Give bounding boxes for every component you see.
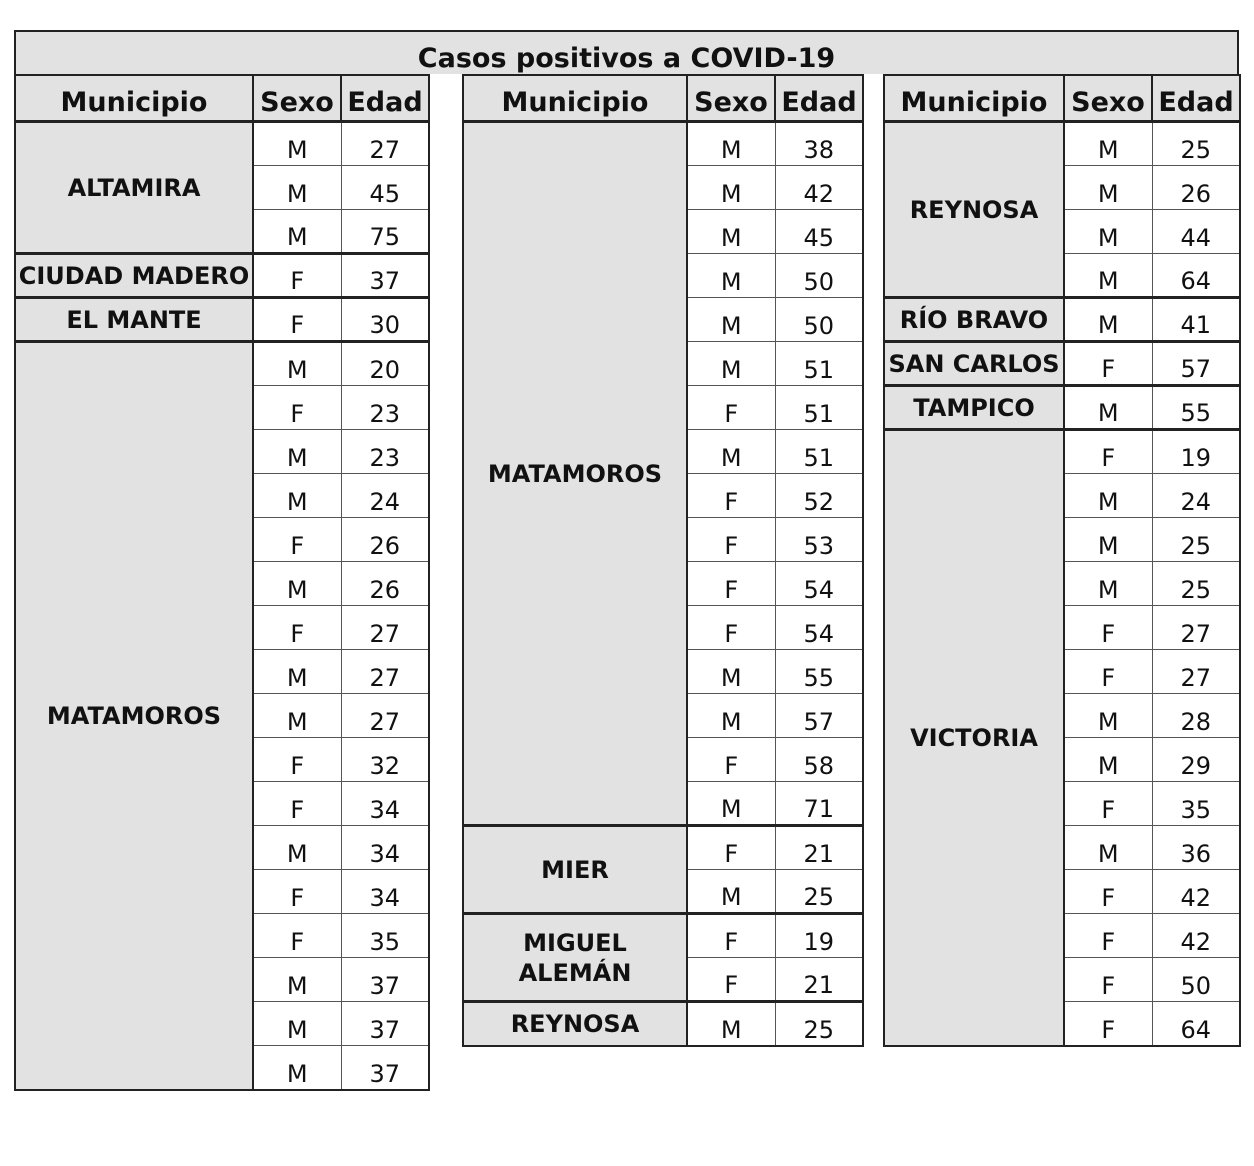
cases-table-right xyxy=(883,74,1241,1047)
cases-table-middle xyxy=(462,74,864,1047)
sexo-cell: F xyxy=(253,782,341,826)
header-municipio: Municipio xyxy=(15,75,253,122)
sexo-cell: M xyxy=(1064,826,1152,870)
edad-cell: 38 xyxy=(775,122,863,166)
municipio-cell: TAMPICO xyxy=(884,386,1064,430)
edad-cell: 37 xyxy=(341,1046,429,1090)
edad-cell: 42 xyxy=(1152,870,1240,914)
edad-cell: 21 xyxy=(775,958,863,1002)
edad-cell: 75 xyxy=(341,210,429,254)
table-row xyxy=(463,826,863,870)
table-row xyxy=(15,342,429,386)
edad-cell: 25 xyxy=(1152,122,1240,166)
sexo-cell: F xyxy=(1064,782,1152,826)
sexo-cell: F xyxy=(253,254,341,298)
edad-cell: 25 xyxy=(775,870,863,914)
edad-cell: 51 xyxy=(775,386,863,430)
table-row xyxy=(15,254,429,298)
sexo-cell: M xyxy=(687,166,775,210)
sexo-cell: F xyxy=(253,870,341,914)
sexo-cell: M xyxy=(253,562,341,606)
municipio-cell: MATAMOROS xyxy=(463,122,687,826)
title-bar xyxy=(14,30,1239,74)
header-edad: Edad xyxy=(1152,75,1240,122)
sexo-cell: F xyxy=(687,474,775,518)
sexo-cell: F xyxy=(253,738,341,782)
edad-cell: 35 xyxy=(1152,782,1240,826)
table-row xyxy=(884,430,1240,474)
edad-cell: 27 xyxy=(341,606,429,650)
edad-cell: 64 xyxy=(1152,254,1240,298)
edad-cell: 55 xyxy=(1152,386,1240,430)
edad-cell: 19 xyxy=(775,914,863,958)
edad-cell: 35 xyxy=(341,914,429,958)
sexo-cell: M xyxy=(687,782,775,826)
sexo-cell: F xyxy=(687,606,775,650)
edad-cell: 24 xyxy=(341,474,429,518)
sexo-cell: M xyxy=(687,254,775,298)
table-row xyxy=(463,914,863,958)
edad-cell: 53 xyxy=(775,518,863,562)
edad-cell: 42 xyxy=(775,166,863,210)
sexo-cell: M xyxy=(1064,474,1152,518)
municipio-cell: RÍO BRAVO xyxy=(884,298,1064,342)
header-edad: Edad xyxy=(341,75,429,122)
municipio-cell: VICTORIA xyxy=(884,430,1064,1046)
edad-cell: 71 xyxy=(775,782,863,826)
sexo-cell: M xyxy=(1064,562,1152,606)
header-sexo: Sexo xyxy=(687,75,775,122)
sexo-cell: M xyxy=(1064,386,1152,430)
table-row xyxy=(884,122,1240,166)
header-row xyxy=(463,75,863,122)
sexo-cell: M xyxy=(687,1002,775,1046)
edad-cell: 27 xyxy=(341,650,429,694)
edad-cell: 37 xyxy=(341,254,429,298)
sexo-cell: M xyxy=(687,210,775,254)
sexo-cell: M xyxy=(253,650,341,694)
edad-cell: 25 xyxy=(1152,562,1240,606)
sexo-cell: F xyxy=(253,518,341,562)
sexo-cell: M xyxy=(253,166,341,210)
edad-cell: 23 xyxy=(341,386,429,430)
sexo-cell: F xyxy=(1064,430,1152,474)
table-row xyxy=(884,342,1240,386)
sexo-cell: M xyxy=(687,342,775,386)
edad-cell: 52 xyxy=(775,474,863,518)
edad-cell: 27 xyxy=(1152,606,1240,650)
edad-cell: 19 xyxy=(1152,430,1240,474)
table-row xyxy=(463,1002,863,1046)
municipio-cell: MIGUEL ALEMÁN xyxy=(463,914,687,1002)
cases-table-left xyxy=(14,74,430,1091)
sexo-cell: M xyxy=(253,1002,341,1046)
edad-cell: 54 xyxy=(775,606,863,650)
sexo-cell: M xyxy=(687,694,775,738)
sexo-cell: F xyxy=(253,298,341,342)
edad-cell: 58 xyxy=(775,738,863,782)
edad-cell: 50 xyxy=(775,254,863,298)
municipio-cell: REYNOSA xyxy=(463,1002,687,1046)
edad-cell: 25 xyxy=(1152,518,1240,562)
edad-cell: 34 xyxy=(341,782,429,826)
sexo-cell: F xyxy=(1064,606,1152,650)
sexo-cell: M xyxy=(253,430,341,474)
edad-cell: 27 xyxy=(341,694,429,738)
sexo-cell: M xyxy=(1064,166,1152,210)
edad-cell: 57 xyxy=(1152,342,1240,386)
sexo-cell: M xyxy=(253,122,341,166)
sexo-cell: M xyxy=(687,650,775,694)
municipio-cell: EL MANTE xyxy=(15,298,253,342)
table-row xyxy=(884,298,1240,342)
edad-cell: 21 xyxy=(775,826,863,870)
edad-cell: 20 xyxy=(341,342,429,386)
municipio-cell: SAN CARLOS xyxy=(884,342,1064,386)
edad-cell: 54 xyxy=(775,562,863,606)
sexo-cell: M xyxy=(253,1046,341,1090)
sexo-cell: M xyxy=(253,826,341,870)
sexo-cell: M xyxy=(1064,210,1152,254)
sexo-cell: F xyxy=(687,914,775,958)
sexo-cell: M xyxy=(253,342,341,386)
header-municipio: Municipio xyxy=(463,75,687,122)
sexo-cell: F xyxy=(1064,342,1152,386)
page-title: Casos positivos a COVID-19 xyxy=(417,43,836,74)
header-edad: Edad xyxy=(775,75,863,122)
header-row xyxy=(884,75,1240,122)
edad-cell: 44 xyxy=(1152,210,1240,254)
edad-cell: 36 xyxy=(1152,826,1240,870)
header-row xyxy=(15,75,429,122)
sexo-cell: F xyxy=(687,738,775,782)
edad-cell: 27 xyxy=(341,122,429,166)
edad-cell: 34 xyxy=(341,870,429,914)
table-row xyxy=(463,122,863,166)
sexo-cell: M xyxy=(1064,738,1152,782)
sexo-cell: F xyxy=(253,386,341,430)
edad-cell: 55 xyxy=(775,650,863,694)
edad-cell: 45 xyxy=(341,166,429,210)
sexo-cell: F xyxy=(687,562,775,606)
table-row xyxy=(884,386,1240,430)
sexo-cell: M xyxy=(687,430,775,474)
sexo-cell: M xyxy=(687,122,775,166)
table-row xyxy=(15,298,429,342)
sexo-cell: M xyxy=(1064,122,1152,166)
header-municipio: Municipio xyxy=(884,75,1064,122)
header-sexo: Sexo xyxy=(1064,75,1152,122)
edad-cell: 42 xyxy=(1152,914,1240,958)
sexo-cell: F xyxy=(253,914,341,958)
edad-cell: 28 xyxy=(1152,694,1240,738)
edad-cell: 50 xyxy=(1152,958,1240,1002)
edad-cell: 41 xyxy=(1152,298,1240,342)
edad-cell: 37 xyxy=(341,1002,429,1046)
sexo-cell: F xyxy=(1064,914,1152,958)
edad-cell: 45 xyxy=(775,210,863,254)
municipio-cell: MIER xyxy=(463,826,687,914)
sexo-cell: M xyxy=(687,298,775,342)
sexo-cell: M xyxy=(1064,254,1152,298)
sexo-cell: M xyxy=(1064,518,1152,562)
edad-cell: 26 xyxy=(341,518,429,562)
edad-cell: 32 xyxy=(341,738,429,782)
edad-cell: 24 xyxy=(1152,474,1240,518)
edad-cell: 29 xyxy=(1152,738,1240,782)
edad-cell: 51 xyxy=(775,430,863,474)
municipio-cell: REYNOSA xyxy=(884,122,1064,298)
municipio-cell: CIUDAD MADERO xyxy=(15,254,253,298)
sexo-cell: F xyxy=(687,518,775,562)
table-row xyxy=(15,122,429,166)
sexo-cell: M xyxy=(253,210,341,254)
sexo-cell: M xyxy=(253,958,341,1002)
sexo-cell: M xyxy=(253,694,341,738)
sexo-cell: M xyxy=(1064,298,1152,342)
sexo-cell: M xyxy=(687,870,775,914)
edad-cell: 26 xyxy=(1152,166,1240,210)
sexo-cell: M xyxy=(253,474,341,518)
municipio-cell: ALTAMIRA xyxy=(15,122,253,254)
sexo-cell: F xyxy=(1064,1002,1152,1046)
edad-cell: 23 xyxy=(341,430,429,474)
header-sexo: Sexo xyxy=(253,75,341,122)
sexo-cell: M xyxy=(1064,694,1152,738)
sexo-cell: F xyxy=(1064,958,1152,1002)
edad-cell: 37 xyxy=(341,958,429,1002)
municipio-cell: MATAMOROS xyxy=(15,342,253,1090)
edad-cell: 51 xyxy=(775,342,863,386)
edad-cell: 26 xyxy=(341,562,429,606)
edad-cell: 50 xyxy=(775,298,863,342)
sexo-cell: F xyxy=(687,826,775,870)
edad-cell: 34 xyxy=(341,826,429,870)
edad-cell: 25 xyxy=(775,1002,863,1046)
edad-cell: 64 xyxy=(1152,1002,1240,1046)
sexo-cell: F xyxy=(253,606,341,650)
sexo-cell: F xyxy=(1064,650,1152,694)
edad-cell: 30 xyxy=(341,298,429,342)
sexo-cell: F xyxy=(687,958,775,1002)
sexo-cell: F xyxy=(1064,870,1152,914)
edad-cell: 57 xyxy=(775,694,863,738)
sexo-cell: F xyxy=(687,386,775,430)
edad-cell: 27 xyxy=(1152,650,1240,694)
